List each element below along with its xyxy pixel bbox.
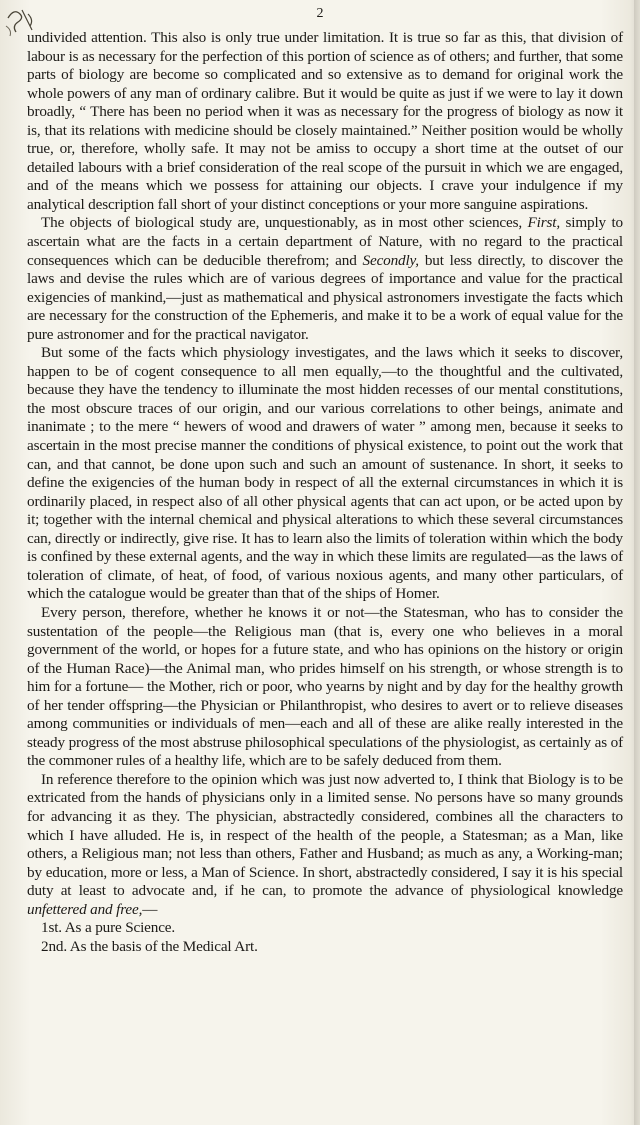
paragraph: undivided attention. This also is only true under limitation. It is true so far as this, that division of labour is as necessary for the perfection of this portion of science as of others; and further, that some parts of biology are become so complicated and so extensive as to demand for original work the whole powers of any man of ordinary calibre. But it would be quite as just if we were to lay it down broadly, “ There has been no period when it was as necessary for the progress of biology as now it is, that its relations with medicine should be closely maintained.” Neither position would be wholly true, or, therefore, wholly safe. It may not be amiss to occupy a short time at the outset of our detailed labours with a brief consideration of the real scope of the pursuit in which we are engaged, and of the means which we possess for attaining our objects. I crave your indulgence if my analytical description fall short of your distinct conceptions or your more sanguine aspirations. xyxy=(27,29,623,213)
paragraph-text: The objects of biological study are, unquestionably, as in most other sciences, xyxy=(41,214,523,232)
paragraph-text: but less directly, to discover the laws and devise the rules which are of various degrees of importance and value for the practical exigencies of mankind,—just as mathematical and physical astronomers investigate the facts which are necessary for the construction of the Ephemeris, and make it to be a work of equal value for the pure astronomer and for the practical navigator. xyxy=(27,251,624,343)
page-edge xyxy=(634,0,640,1125)
body-text xyxy=(27,29,623,956)
emphasis: unfettered and free, xyxy=(27,900,143,918)
page-number: 2 xyxy=(316,6,324,21)
paragraph-text: simply to ascertain what are the facts in a certain department of Nature, with no regard to the practical consequences which can be deducible therefrom; and xyxy=(27,214,623,269)
paragraph-text: In reference therefore to the opinion which was just now adverted to, I think that Biology is to be extricated from the hands of physicians only in a limited sense. No persons have so many grounds for advancing it as they. The physician, abstractedly considered, combines all the characters to which I have alluded. He is, in respect of the health of the people, a Statesman; as a Man, like others, a Religious man; not less than others, Father and Husband; as much as any, a Working-man; by education, more or less, a Man of Science. In short, abstractedly considered, I say it is his special duty at least to advocate and, if he can, to promote the advance of physiological knowledge xyxy=(27,770,623,900)
first-label: First, xyxy=(527,214,560,232)
second-label: Secondly, xyxy=(362,251,419,269)
list-item: 1st. As a pure Science. xyxy=(41,919,176,937)
list-item: 2nd. As the basis of the Medical Art. xyxy=(41,937,258,955)
paragraph xyxy=(27,771,623,919)
dash: — xyxy=(142,900,158,918)
paragraph xyxy=(27,214,623,344)
paragraph: Every person, therefore, whether he knows it or not—the Statesman, who has to consider the sustentation of the people—the Religious man (that is, every one who believes in a moral government of the world, or hopes for a future state, and who has opinions on the history or origin of the Human Race)—the Animal man, who prides himself on his strength, or whose strength is to him for a fortune— the Mother, rich or poor, who yearns by night and by day for the healthy growth of her tender offspring—the Physician or Philanthropist, who desires to avert or to relieve diseases among communities or individuals of men—each and all of these are alike really interested in the steady progress of the most abstruse philosophical speculations of the physiologist, as certainly as of the commoner rules of a healthy life, which are to be safely deduced from them. xyxy=(27,603,623,770)
paragraph: But some of the facts which physiology investigates, and the laws which it seeks to discover, happen to be of cogent consequence to all men equally,—to the thoughtful and the cultivated, because they have the tendency to illuminate the most hidden recesses of our mental constitutions, the most obscure traces of our origin, and our various correlations to other beings, animate and inanimate ; to the mere “ hewers of wood and drawers of water ” among men, because it seeks to ascertain in the most precise manner the conditions of physical existence, to point out the work that can, and that cannot, be done upon such and such an amount of sustenance. In short, it seeks to define the exigencies of the human body in respect of all the external circumstances in which it is ordinarily placed, in respect also of all other physical agents that can act upon, or be acted upon by it; together with the internal chemical and physical alterations to which these several circumstances can, directly or indirectly, give rise. It has to learn also the limits of toleration within which the body is confined by these external agents, and the way in which these limits are regulated—as the laws of toleration of climate, of heat, of food, of various noxious agents, and many other particulars, of which the catalogue would be greater than that of the ships of Homer. xyxy=(27,344,623,603)
